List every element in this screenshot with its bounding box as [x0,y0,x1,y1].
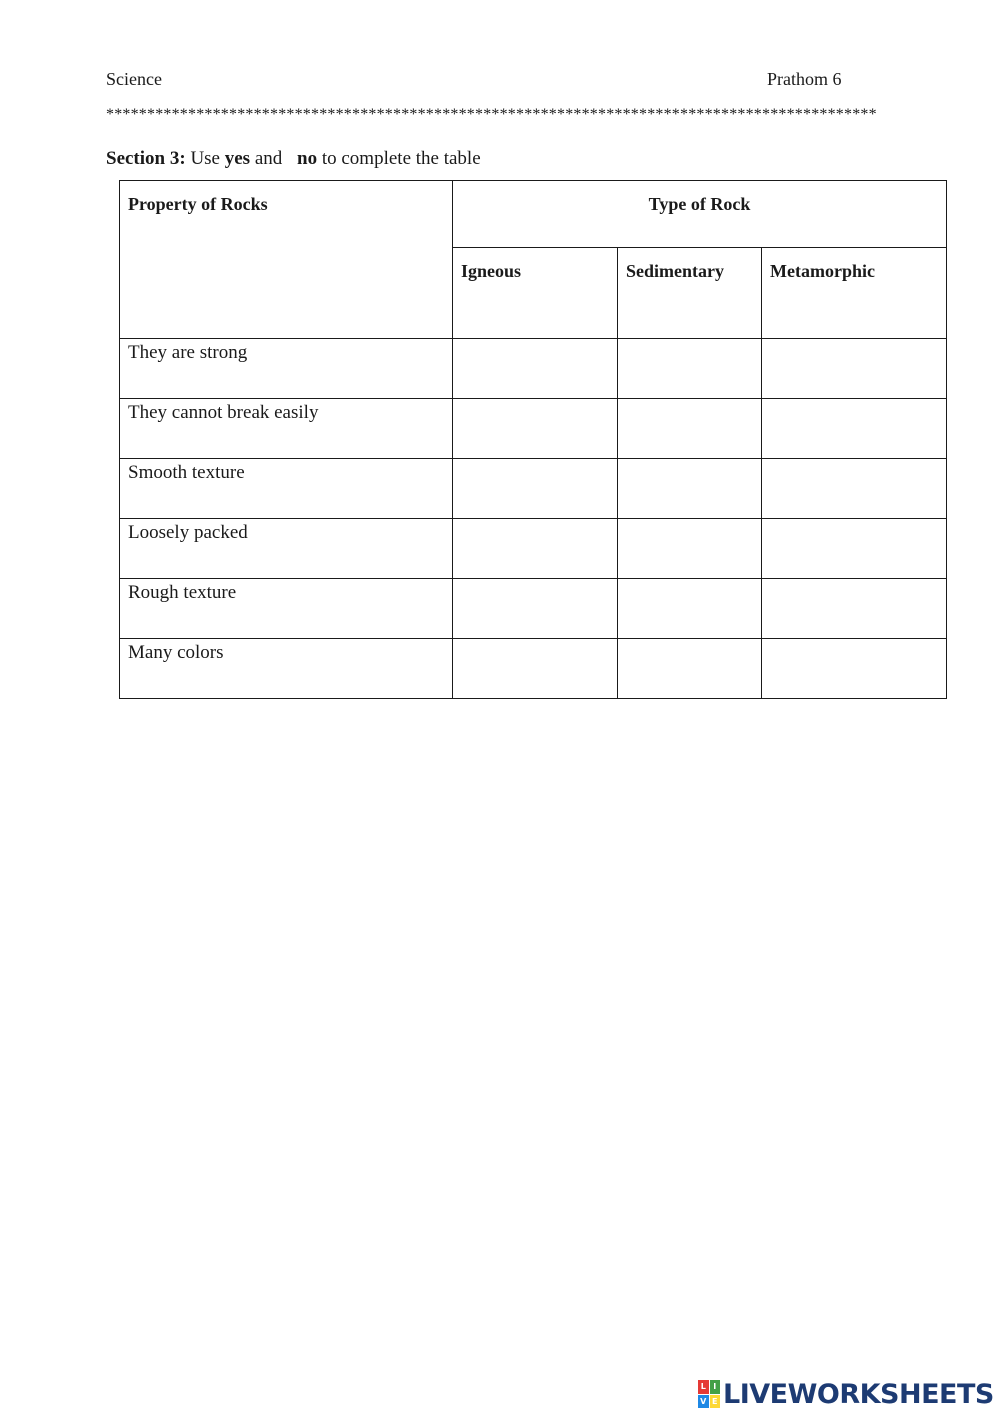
instruction-no: no [297,148,318,169]
section-number: Section 3: [106,148,186,169]
sedimentary-answer-cell[interactable] [618,639,762,699]
liveworksheets-logo[interactable] [698,1379,994,1409]
metamorphic-answer-cell[interactable] [762,459,947,519]
instruction-rest: to complete the table [321,148,481,169]
subject-label: Science [106,69,162,89]
sedimentary-answer-cell[interactable] [618,459,762,519]
igneous-answer-cell[interactable] [453,639,618,699]
instruction-yes: yes [224,148,251,169]
igneous-answer-cell[interactable] [453,579,618,639]
table-row [120,579,947,639]
logo-mark-icon [698,1380,720,1408]
property-label: Rough texture [120,579,453,639]
igneous-answer-cell[interactable] [453,399,618,459]
rock-properties-table [119,180,947,699]
table-row [120,519,947,579]
sedimentary-answer-cell[interactable] [618,519,762,579]
sedimentary-answer-cell[interactable] [618,579,762,639]
table-row [120,459,947,519]
igneous-answer-cell[interactable] [453,519,618,579]
sedimentary-answer-cell[interactable] [618,339,762,399]
igneous-answer-cell[interactable] [453,339,618,399]
table-header-row [120,181,947,248]
star-divider: ********************************************************************************************** [106,107,877,123]
table-row [120,639,947,699]
igneous-answer-cell[interactable] [453,459,618,519]
property-label: Loosely packed [120,519,453,579]
logo-mark-l: L [698,1380,709,1394]
table-row [120,339,947,399]
type-header: Type of Rock [453,181,947,248]
property-label: Smooth texture [120,459,453,519]
property-label: Many colors [120,639,453,699]
sedimentary-answer-cell[interactable] [618,399,762,459]
metamorphic-answer-cell[interactable] [762,579,947,639]
instruction-and: and [254,148,283,169]
metamorphic-answer-cell[interactable] [762,639,947,699]
metamorphic-answer-cell[interactable] [762,519,947,579]
instruction-use: Use [190,148,220,169]
metamorphic-answer-cell[interactable] [762,399,947,459]
property-label: They are strong [120,339,453,399]
grade-label: Prathom 6 [767,69,842,89]
logo-mark-e: E [710,1395,721,1409]
metamorphic-header: Metamorphic [762,248,947,339]
property-label: They cannot break easily [120,399,453,459]
logo-text: LIVEWORKSHEETS [723,1378,994,1410]
section-instruction [106,148,481,170]
logo-mark-i: I [710,1380,721,1394]
logo-mark-v: V [698,1395,709,1409]
property-header: Property of Rocks [120,181,453,339]
sedimentary-header: Sedimentary [618,248,762,339]
igneous-header: Igneous [453,248,618,339]
metamorphic-answer-cell[interactable] [762,339,947,399]
table-row [120,399,947,459]
